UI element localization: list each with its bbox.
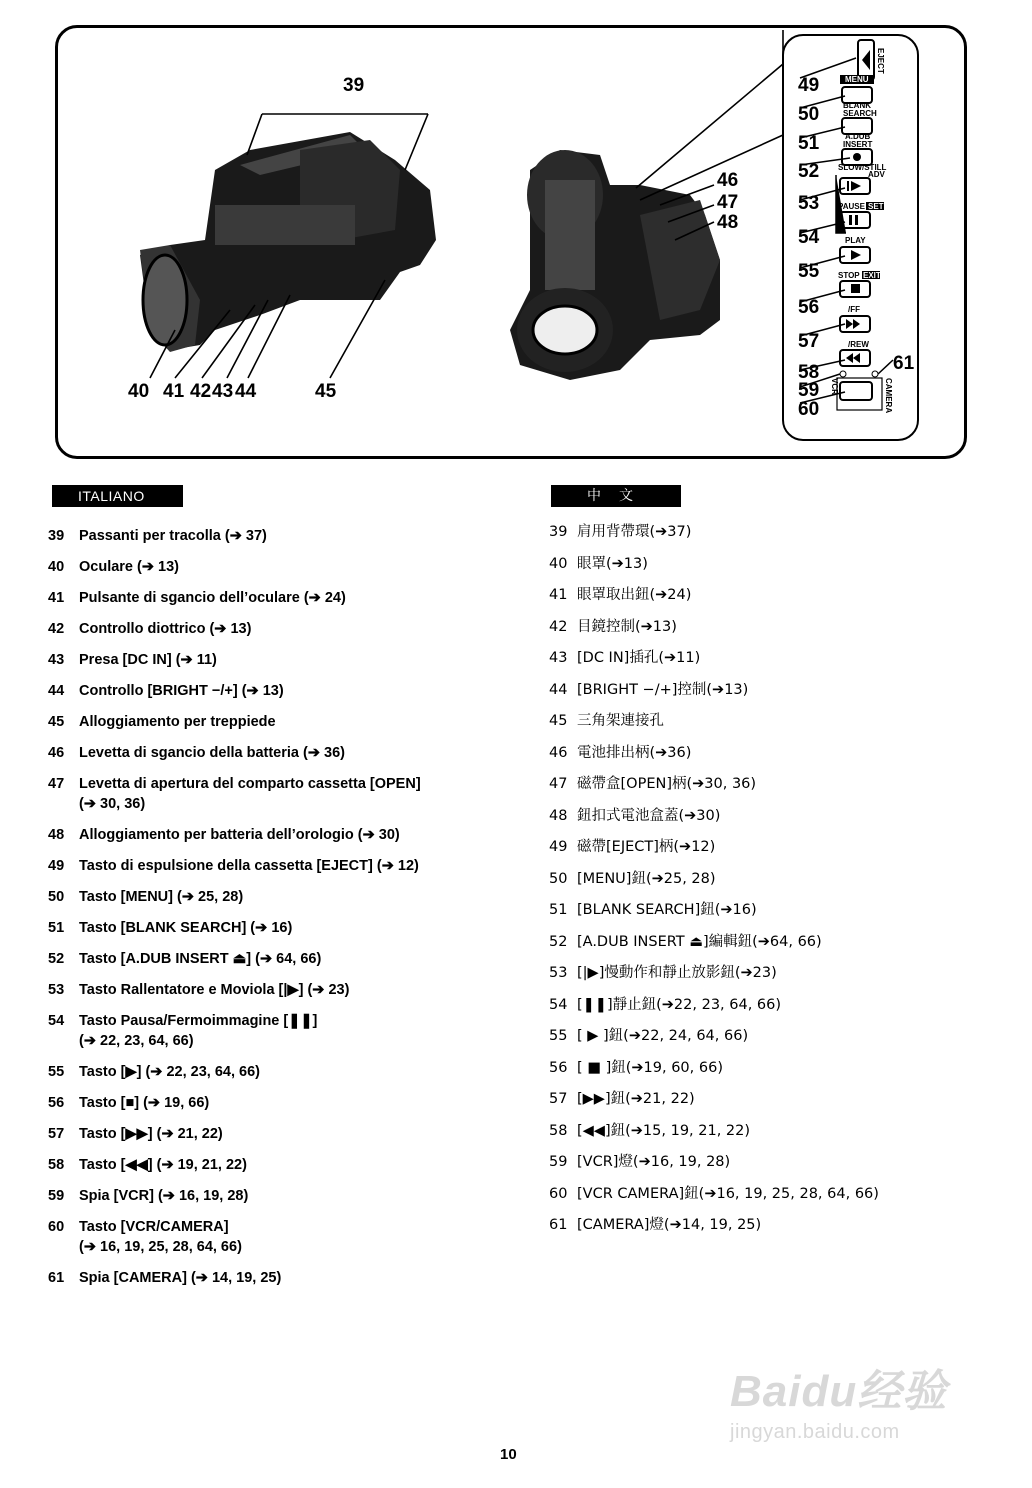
item-number: 60 — [48, 1219, 65, 1235]
item-description: [VCR CAMERA]鈕(➔16, 19, 25, 28, 64, 66) — [577, 1185, 879, 1202]
item-description: Presa [DC IN] (➔ 11) — [79, 652, 217, 668]
item-text — [577, 617, 677, 637]
item-text — [577, 522, 691, 542]
list-item — [549, 648, 949, 668]
item-number: 41 — [48, 590, 65, 606]
item-text — [79, 856, 419, 876]
list-item — [549, 743, 949, 763]
item-number: 52 — [48, 951, 65, 967]
item-number: 46 — [549, 744, 568, 761]
list-item — [48, 619, 508, 639]
item-text — [577, 1184, 879, 1204]
eject-text: EJECT — [876, 48, 885, 74]
callout-39: 39 — [343, 75, 365, 96]
list-item — [48, 949, 508, 969]
item-text — [577, 585, 691, 605]
item-text — [577, 1058, 723, 1078]
item-description: 電池排出柄(➔36) — [577, 744, 692, 761]
item-description: Tasto Rallentatore e Moviola [|▶] (➔ 23) — [79, 982, 350, 998]
item-text — [79, 712, 276, 732]
item-number: 39 — [549, 524, 568, 540]
item-text — [577, 963, 777, 983]
item-text — [577, 806, 720, 826]
item-text — [79, 1093, 209, 1113]
list-item — [48, 887, 508, 907]
item-text — [79, 887, 243, 907]
list-item — [48, 681, 508, 701]
list-item — [549, 869, 949, 889]
callout-60: 60 — [798, 399, 820, 420]
item-number: 43 — [549, 650, 568, 666]
item-description: Tasto [▶▶] (➔ 21, 22) — [79, 1126, 223, 1142]
item-number: 54 — [48, 1013, 65, 1029]
item-description: 肩用背帶環(➔37) — [577, 524, 692, 540]
item-number: 44 — [48, 683, 65, 699]
item-description: 眼罩(➔13) — [577, 555, 648, 572]
list-item — [48, 1124, 508, 1144]
item-text — [79, 774, 421, 814]
item-description: Tasto [VCR/CAMERA] — [79, 1219, 229, 1235]
callout-54: 54 — [798, 227, 820, 248]
chinese-section-header: 中文 — [551, 485, 681, 507]
item-description: [MENU]鈕(➔25, 28) — [577, 870, 716, 887]
callout-42: 42 — [190, 381, 212, 402]
item-number: 51 — [48, 920, 65, 936]
list-item — [48, 980, 508, 1000]
callout-51: 51 — [798, 133, 820, 154]
item-number: 42 — [48, 621, 65, 637]
item-description: Oculare (➔ 13) — [79, 559, 179, 575]
item-number: 39 — [48, 528, 65, 544]
item-description: [VCR]燈(➔16, 19, 28) — [577, 1154, 731, 1170]
menu-text: MENU — [845, 75, 869, 84]
item-text — [577, 1152, 730, 1172]
list-item — [549, 995, 949, 1015]
item-text — [79, 588, 346, 608]
watermark-logo: Baidu经验 — [730, 1367, 948, 1416]
insert-text: INSERT — [843, 140, 873, 149]
item-number: 48 — [549, 807, 568, 824]
item-number: 46 — [48, 745, 65, 761]
list-item — [549, 711, 949, 731]
adv-text: ADV — [868, 170, 885, 179]
list-item — [549, 1121, 949, 1141]
list-item — [549, 963, 949, 983]
item-description: Alloggiamento per batteria dell’orologio (➔ 30) — [79, 827, 400, 843]
list-item — [549, 774, 949, 794]
item-number: 52 — [549, 933, 568, 950]
item-number: 50 — [549, 870, 568, 887]
camcorder-right-illustration — [510, 150, 720, 380]
item-number: 40 — [549, 555, 568, 572]
item-description: 眼罩取出鈕(➔24) — [577, 587, 692, 603]
item-description: Levetta di apertura del comparto cassetta [OPEN] — [79, 776, 421, 792]
item-text — [79, 557, 179, 577]
item-description: Passanti per tracolla (➔ 37) — [79, 528, 267, 544]
item-number: 61 — [549, 1217, 568, 1233]
item-description: [DC IN]插孔(➔11) — [577, 650, 701, 666]
item-description: Tasto Pausa/Fermoimmagine [❚❚] — [79, 1013, 318, 1029]
item-number: 59 — [48, 1188, 65, 1204]
list-item — [48, 825, 508, 845]
list-item — [48, 712, 508, 732]
item-number: 44 — [549, 681, 568, 698]
item-text — [79, 1268, 281, 1288]
callout-44: 44 — [235, 381, 257, 402]
item-number: 51 — [549, 902, 568, 918]
callout-40: 40 — [128, 381, 150, 402]
ff-text: /FF — [848, 305, 860, 314]
item-text — [577, 995, 781, 1015]
item-text — [79, 1186, 248, 1206]
item-number: 55 — [549, 1028, 568, 1044]
item-reference: (➔ 22, 23, 64, 66) — [79, 1033, 194, 1049]
item-text — [79, 650, 217, 670]
item-number: 56 — [48, 1095, 65, 1111]
item-text — [577, 680, 748, 700]
item-text — [577, 711, 664, 731]
list-item — [48, 1011, 508, 1051]
item-text — [79, 1062, 260, 1082]
list-item — [549, 806, 949, 826]
item-description: Pulsante di sgancio dell’oculare (➔ 24) — [79, 590, 346, 606]
item-number: 59 — [549, 1154, 568, 1170]
item-description: [A.DUB INSERT ⏏]編輯鈕(➔64, 66) — [577, 933, 822, 950]
callout-61: 61 — [893, 353, 915, 374]
adub-text: A.DUB — [845, 132, 871, 141]
item-text — [577, 900, 757, 920]
list-item — [48, 1268, 508, 1288]
item-text — [577, 1089, 695, 1109]
item-text — [79, 1217, 242, 1257]
item-description: Spia [VCR] (➔ 16, 19, 28) — [79, 1188, 249, 1204]
item-number: 49 — [48, 858, 65, 874]
item-text — [79, 949, 321, 969]
list-item — [549, 522, 949, 542]
list-item — [549, 554, 949, 574]
list-item — [549, 1089, 949, 1109]
list-item — [549, 680, 949, 700]
item-description: Tasto [BLANK SEARCH] (➔ 16) — [79, 920, 293, 936]
item-description: Controllo diottrico (➔ 13) — [79, 621, 252, 637]
list-item — [48, 856, 508, 876]
item-description: [▶▶]鈕(➔21, 22) — [577, 1091, 695, 1107]
item-number: 41 — [549, 587, 568, 603]
item-text — [79, 918, 292, 938]
item-description: 鈕扣式電池盒蓋(➔30) — [577, 807, 721, 824]
item-number: 57 — [549, 1091, 568, 1107]
item-number: 54 — [549, 996, 568, 1013]
callout-58: 58 — [798, 362, 820, 383]
callout-47: 47 — [717, 192, 739, 213]
item-number: 49 — [549, 839, 568, 855]
item-text — [577, 743, 691, 763]
item-text — [577, 554, 648, 574]
item-text — [79, 1124, 223, 1144]
item-description: Spia [CAMERA] (➔ 14, 19, 25) — [79, 1270, 282, 1286]
list-item — [48, 1062, 508, 1082]
item-number: 47 — [48, 776, 65, 792]
slow-still-text: SLOW/STILL — [838, 163, 887, 172]
rew-text: /REW — [848, 340, 869, 349]
list-item — [48, 743, 508, 763]
item-description: 三角架連接孔 — [577, 713, 664, 729]
item-reference: (➔ 16, 19, 25, 28, 64, 66) — [79, 1239, 242, 1255]
item-number: 57 — [48, 1126, 65, 1142]
item-text — [79, 825, 400, 845]
item-number: 50 — [48, 889, 65, 905]
camera-text: CAMERA — [884, 378, 893, 414]
exit-text: EXIT — [863, 271, 881, 280]
callout-41: 41 — [163, 381, 185, 402]
callout-50: 50 — [798, 104, 820, 125]
item-description: Tasto [■] (➔ 19, 66) — [79, 1095, 210, 1111]
item-number: 48 — [48, 827, 65, 843]
item-number: 58 — [48, 1157, 65, 1173]
item-text — [577, 869, 716, 889]
callout-48: 48 — [717, 212, 739, 233]
pause-text: PAUSE — [838, 202, 865, 211]
item-description: [❚❚]靜止鈕(➔22, 23, 64, 66) — [577, 996, 782, 1013]
list-item — [48, 1093, 508, 1113]
search-text: SEARCH — [843, 109, 877, 118]
list-item — [48, 1217, 508, 1257]
item-number: 60 — [549, 1185, 568, 1202]
item-text — [79, 980, 349, 1000]
item-description: [BRIGHT −/+]控制(➔13) — [577, 681, 749, 698]
set-text: SET — [868, 202, 884, 211]
list-item — [48, 774, 508, 814]
item-description: Levetta di sgancio della batteria (➔ 36) — [79, 745, 345, 761]
list-item — [549, 1058, 949, 1078]
list-item — [549, 1184, 949, 1204]
item-number: 55 — [48, 1064, 65, 1080]
item-description: Tasto di espulsione della cassetta [EJECT] (➔ 12) — [79, 858, 419, 874]
item-number: 45 — [549, 713, 568, 729]
callout-46: 46 — [717, 170, 739, 191]
item-description: [CAMERA]燈(➔14, 19, 25) — [577, 1217, 762, 1233]
list-item — [549, 1152, 949, 1172]
list-item — [48, 650, 508, 670]
vcr-text: VCR — [830, 378, 839, 395]
item-description: Tasto [▶] (➔ 22, 23, 64, 66) — [79, 1064, 260, 1080]
item-number: 47 — [549, 776, 568, 792]
item-number: 43 — [48, 652, 65, 668]
item-number: 58 — [549, 1122, 568, 1139]
callout-57: 57 — [798, 331, 820, 352]
callout-55: 55 — [798, 261, 820, 282]
item-description: Alloggiamento per treppiede — [79, 714, 276, 730]
item-description: 目鏡控制(➔13) — [577, 618, 677, 635]
item-text — [79, 619, 251, 639]
item-number: 56 — [549, 1059, 568, 1076]
item-text — [577, 648, 700, 668]
item-text — [79, 1011, 317, 1051]
list-item — [549, 932, 949, 952]
play-text: PLAY — [845, 236, 866, 245]
item-text — [79, 1155, 247, 1175]
item-description: [◀◀]鈕(➔15, 19, 21, 22) — [577, 1122, 751, 1139]
item-number: 53 — [549, 965, 568, 981]
item-text — [577, 1121, 750, 1141]
item-number: 45 — [48, 714, 65, 730]
item-text — [79, 526, 267, 546]
list-item — [549, 1215, 949, 1235]
watermark — [730, 1355, 947, 1444]
list-item — [48, 557, 508, 577]
item-text — [577, 774, 756, 794]
item-description: 磁帶[EJECT]柄(➔12) — [577, 839, 716, 855]
item-number: 53 — [48, 982, 65, 998]
list-item — [48, 526, 508, 546]
item-description: [BLANK SEARCH]鈕(➔16) — [577, 902, 757, 918]
item-number: 61 — [48, 1270, 65, 1286]
callout-45: 45 — [315, 381, 337, 402]
camcorder-left-illustration — [140, 132, 436, 352]
item-description: [|▶]慢動作和靜止放影鈕(➔23) — [577, 965, 777, 981]
item-text — [79, 681, 284, 701]
page-number: 10 — [500, 1446, 517, 1463]
item-reference: (➔ 30, 36) — [79, 796, 146, 812]
list-item — [48, 1186, 508, 1206]
callout-53: 53 — [798, 193, 820, 214]
item-number: 40 — [48, 559, 65, 575]
list-item — [549, 1026, 949, 1046]
item-description: Tasto [◀◀] (➔ 19, 21, 22) — [79, 1157, 247, 1173]
item-description: Controllo [BRIGHT −/+] (➔ 13) — [79, 683, 284, 699]
watermark-url: jingyan.baidu.com — [730, 1421, 900, 1443]
list-item — [48, 1155, 508, 1175]
list-item — [48, 588, 508, 608]
callout-43: 43 — [212, 381, 234, 402]
item-description: Tasto [MENU] (➔ 25, 28) — [79, 889, 244, 905]
item-description: [ ■ ]鈕(➔19, 60, 66) — [577, 1059, 723, 1076]
italian-parts-list — [48, 526, 508, 1299]
item-description: Tasto [A.DUB INSERT ⏏] (➔ 64, 66) — [79, 951, 322, 967]
chinese-parts-list — [549, 522, 949, 1247]
list-item — [549, 900, 949, 920]
callout-59: 59 — [798, 380, 820, 401]
list-item — [48, 918, 508, 938]
list-item — [549, 617, 949, 637]
stop-text: STOP — [838, 271, 860, 280]
item-text — [577, 1026, 748, 1046]
list-item — [549, 837, 949, 857]
callout-49: 49 — [798, 75, 820, 96]
callout-56: 56 — [798, 297, 820, 318]
item-text — [577, 837, 715, 857]
item-number: 42 — [549, 618, 568, 635]
camcorder-diagram — [0, 0, 1032, 470]
italian-section-header: ITALIANO — [52, 485, 183, 507]
item-description: [ ▶ ]鈕(➔22, 24, 64, 66) — [577, 1028, 749, 1044]
item-text — [577, 1215, 761, 1235]
item-text — [577, 932, 822, 952]
blank-text: BLANK — [843, 101, 871, 110]
item-description: 磁帶盒[OPEN]柄(➔30, 36) — [577, 776, 757, 792]
callout-52: 52 — [798, 161, 820, 182]
item-text — [79, 743, 345, 763]
list-item — [549, 585, 949, 605]
